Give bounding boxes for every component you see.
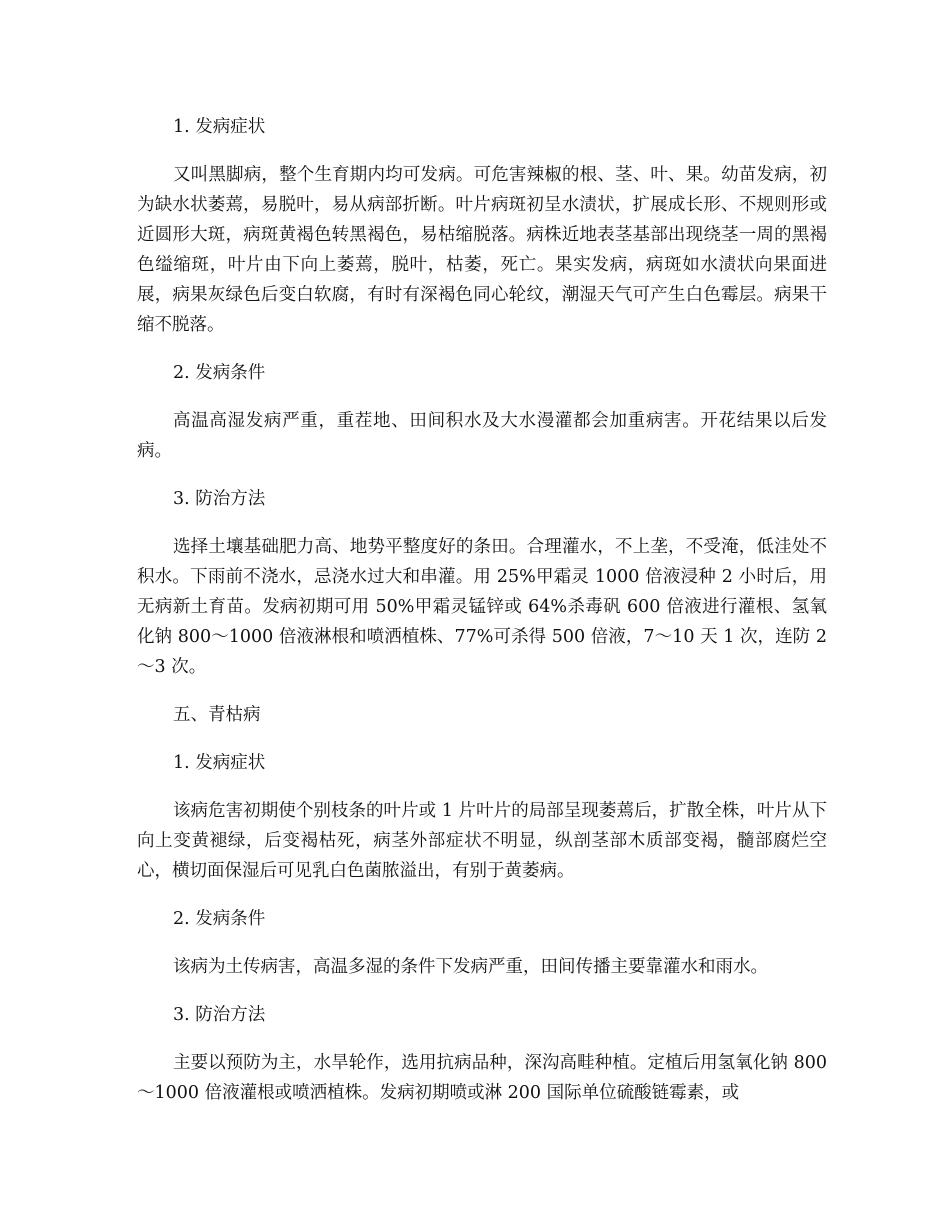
section-heading-symptoms: 1. 发病症状 [173,117,266,137]
paragraph-wilt-control: 主要以预防为主，水旱轮作，选用抗病品种，深沟高畦种植。定植后用氢氧化钠 800～1000 倍液灌根或喷洒植株。发病初期喷或淋 200 国际单位硫酸链霉素，或 [137,1053,827,1103]
paragraph-conditions: 高温高湿发病严重，重茬地、田间积水及大水漫灌都会加重病害。开花结果以后发病。 [137,411,827,461]
paragraph-wilt-symptoms: 该病危害初期使个别枝条的叶片或 1 片叶片的局部呈现萎蔫后，扩散全株，叶片从下向上变黄褪绿，后变褐枯死，病茎外部症状不明显，纵剖茎部木质部变褐，髓部腐烂空心，横切面保湿后可见乳白色菌脓溢出，有别于黄萎病。 [137,801,827,881]
section-heading-control: 3. 防治方法 [173,489,266,509]
section-heading-wilt-symptoms: 1. 发病症状 [173,753,266,773]
section-heading-wilt-control: 3. 防治方法 [173,1005,266,1025]
section-heading-wilt-conditions: 2. 发病条件 [173,909,266,929]
chapter-heading-bacterial-wilt: 五、青枯病 [173,705,261,725]
section-heading-conditions: 2. 发病条件 [173,363,266,383]
document-body [137,112,827,1126]
paragraph-symptoms: 又叫黑脚病，整个生育期内均可发病。可危害辣椒的根、茎、叶、果。幼苗发病，初为缺水状萎蔫，易脱叶，易从病部折断。叶片病斑初呈水渍状，扩展成长形、不规则形或近圆形大斑，病斑黄褐色转黑褐色，易枯缩脱落。病株近地表茎基部出现绕茎一周的黑褐色缢缩斑，叶片由下向上萎蔫，脱叶，枯萎，死亡。果实发病，病斑如水渍状向果面进展，病果灰绿色后变白软腐，有时有深褐色同心轮纹，潮湿天气可产生白色霉层。病果干缩不脱落。 [137,165,827,335]
paragraph-wilt-conditions: 该病为土传病害，高温多湿的条件下发病严重，田间传播主要靠灌水和雨水。 [173,957,768,977]
paragraph-control: 选择土壤基础肥力高、地势平整度好的条田。合理灌水，不上垄，不受淹，低洼处不积水。下雨前不浇水，忌浇水过大和串灌。用 25%甲霜灵 1000 倍液浸种 2 小时后，用无病新土育苗。发病初期可用 50%甲霜灵锰锌或 64%杀毒矾 600 倍液进行灌根、氢氧化钠 800～1000 倍液淋根和喷洒植株、77%可杀得 500 倍液，7～10 天 1 次，连防 2～3 次。 [137,537,827,677]
